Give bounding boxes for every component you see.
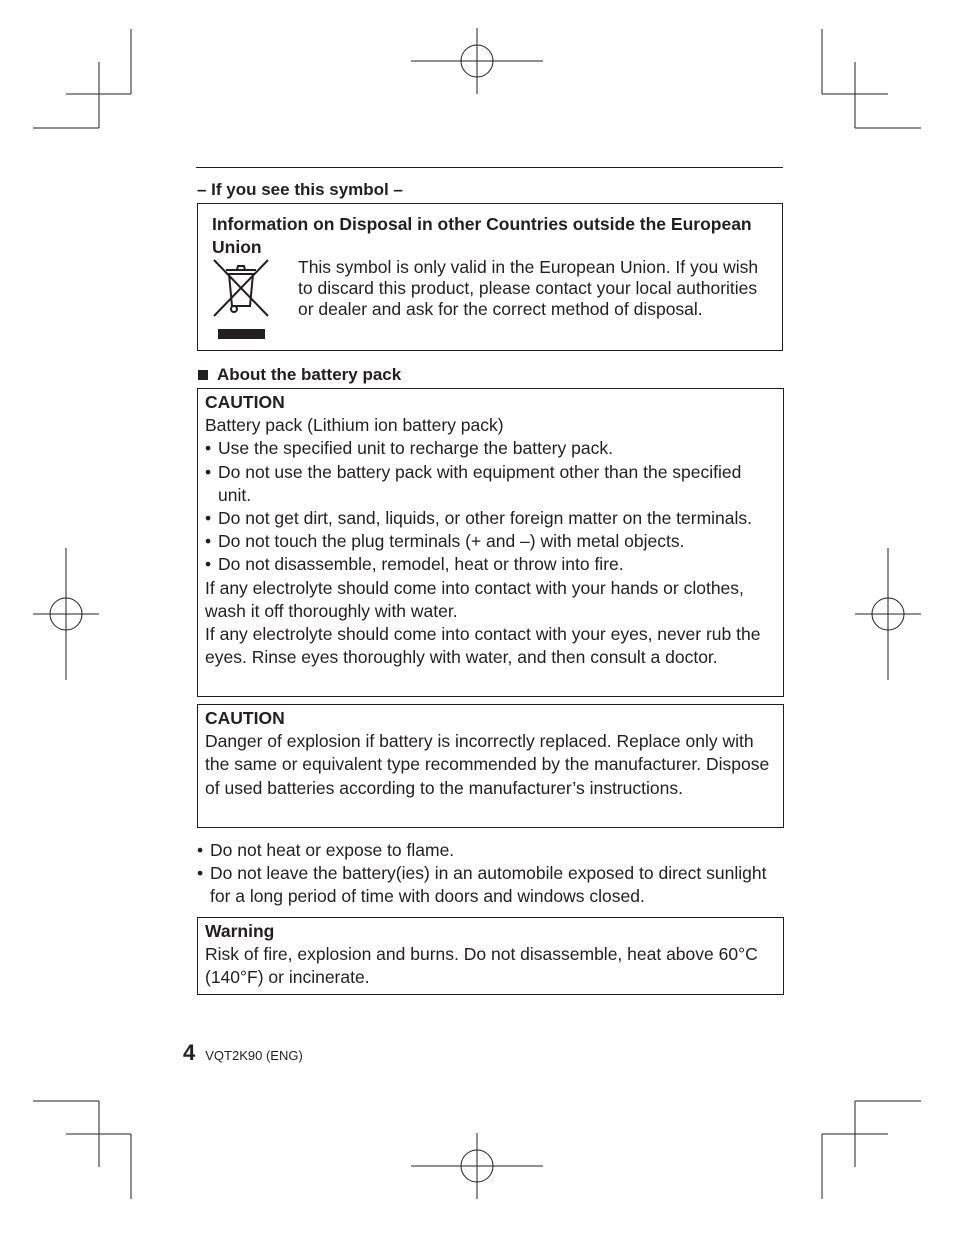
flame-bullet-list xyxy=(197,839,783,909)
top-rule xyxy=(196,167,783,168)
disposal-text: This symbol is only valid in the European Union. If you wish to discard this product, please contact your local authorities or dealer and ask for the correct method of disposal. xyxy=(298,257,759,319)
electrolyte-eyes-paragraph: If any electrolyte should come into contact with your eyes, never rub the eyes. Rinse eyes thoroughly with water, and then consult a doctor. xyxy=(205,624,761,668)
list-item: • Do not get dirt, sand, liquids, or other foreign matter on the terminals. xyxy=(205,507,777,530)
list-item: • Do not leave the battery(ies) in an automobile exposed to direct sunlight for a long period of time with doors and windows closed. xyxy=(197,862,783,908)
disposal-title: Information on Disposal in other Countries outside the European Union xyxy=(212,214,752,257)
list-item: • Do not touch the plug terminals (+ and –) with metal objects. xyxy=(205,530,777,553)
electrolyte-hands-paragraph: If any electrolyte should come into contact with your hands or clothes, wash it off thoroughly with water. xyxy=(205,577,744,621)
disposal-row xyxy=(212,257,770,348)
caution-box-explosion xyxy=(197,704,784,828)
caution-heading: CAUTION xyxy=(205,392,285,412)
caution-bullet-list xyxy=(205,437,777,576)
list-item: • Do not disassemble, remodel, heat or throw into fire. xyxy=(205,553,777,576)
list-item: • Use the specified unit to recharge the battery pack. xyxy=(205,437,777,460)
battery-section-label: About the battery pack xyxy=(217,365,402,384)
list-item: • Do not heat or expose to flame. xyxy=(197,839,783,862)
symbol-heading: – If you see this symbol – xyxy=(197,180,403,199)
crossed-out-wheelie-bin-icon xyxy=(212,258,270,342)
black-square-icon xyxy=(198,370,208,380)
disposal-info-box xyxy=(197,203,783,351)
warning-heading: Warning xyxy=(205,921,275,941)
list-item: • Do not use the battery pack with equipment other than the specified unit. xyxy=(205,461,777,507)
warning-box xyxy=(197,917,784,995)
explosion-paragraph: Danger of explosion if battery is incorrectly replaced. Replace only with the same or equivalent type recommended by the manufacturer. Dispose of used batteries according to the manufacturer’s instructions. xyxy=(205,731,770,798)
document-code: VQT2K90 (ENG) xyxy=(205,1048,303,1063)
caution-heading: CAUTION xyxy=(205,708,285,728)
warning-paragraph: Risk of fire, explosion and burns. Do not disassemble, heat above 60°C (140°F) or incinerate. xyxy=(205,944,758,988)
caution-box-battery xyxy=(197,388,784,697)
page-number: 4 xyxy=(183,1040,196,1065)
battery-section-title xyxy=(198,364,401,386)
caution-intro: Battery pack (Lithium ion battery pack) xyxy=(205,415,504,436)
bin-icon-wrapper xyxy=(212,257,298,348)
page-footer xyxy=(183,1040,303,1066)
